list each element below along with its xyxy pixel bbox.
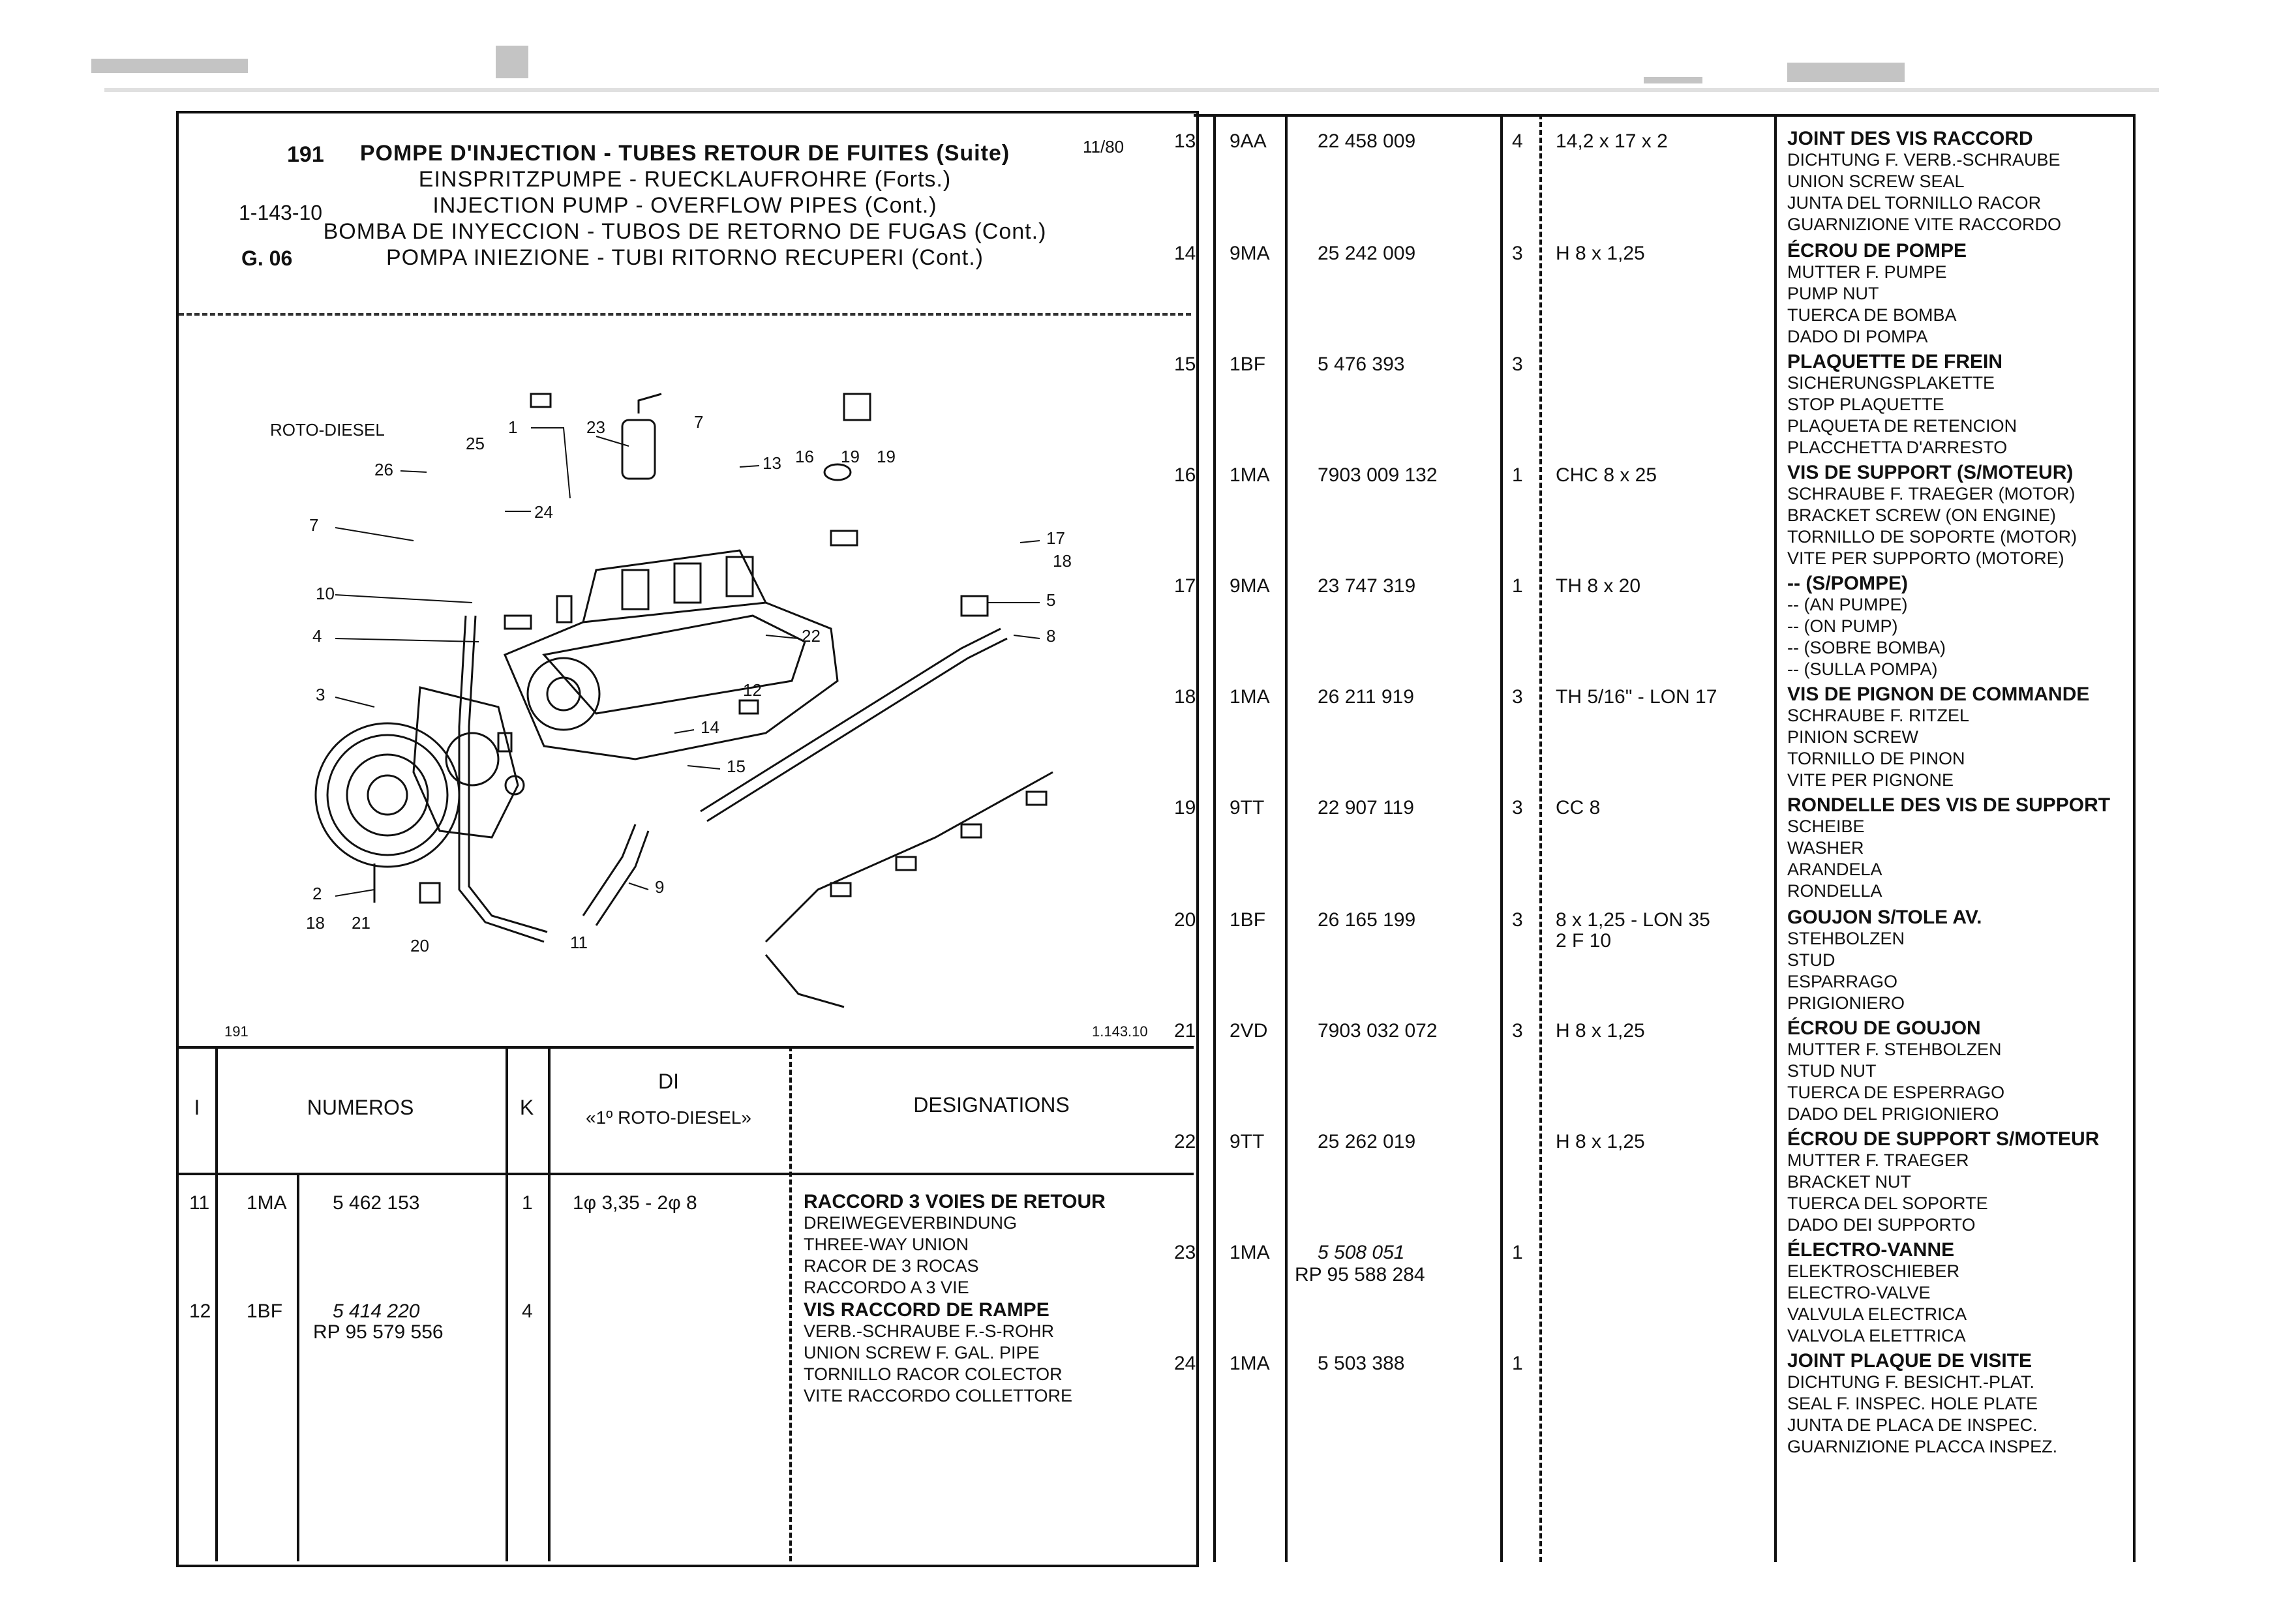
designation-translation: STOP PLAQUETTE — [1787, 395, 1944, 414]
scan-artifact — [496, 46, 528, 78]
designation-translation: ESPARRAGO — [1787, 972, 1898, 991]
designation-translation: ELEKTROSCHIEBER — [1787, 1261, 1960, 1281]
row-dim: 1φ 3,35 - 2φ 8 — [573, 1192, 697, 1214]
designation-translation: TUERCA DEL SOPORTE — [1787, 1194, 1988, 1213]
designation-translation: SICHERUNGSPLAKETTE — [1787, 373, 1995, 393]
page-header — [176, 111, 1194, 320]
title-it: POMPA INIEZIONE - TUBI RITORNO RECUPERI (Cont.) — [385, 245, 984, 270]
designation-translation: ELECTRO-VALVE — [1787, 1283, 1931, 1302]
row-index: 17 — [1174, 575, 1196, 597]
right-col-sep — [1500, 114, 1503, 1562]
row-qty: 1 — [522, 1192, 533, 1214]
callout-20: 20 — [410, 936, 429, 955]
row-designations — [1787, 128, 2061, 235]
row-index: 21 — [1174, 1020, 1196, 1042]
row-qty: 1 — [1512, 1353, 1523, 1374]
row-qty: 1 — [1512, 1242, 1523, 1263]
reference-code: 1-143-10 — [239, 201, 323, 224]
designation-translation: -- (AN PUMPE) — [1787, 595, 1908, 614]
col-sep — [215, 1046, 218, 1561]
row-index: 12 — [189, 1300, 211, 1322]
designation-translation: PRIGIONIERO — [1787, 993, 1905, 1013]
col-header-di: DI — [658, 1070, 679, 1093]
designation-translation: DADO DEL PRIGIONIERO — [1787, 1104, 1999, 1124]
row-number: 5 476 393 — [1318, 353, 1405, 375]
row-number: 25 262 019 — [1318, 1131, 1416, 1152]
right-col-sep — [1539, 114, 1542, 1562]
designation-title: GOUJON S/TOLE AV. — [1787, 907, 1982, 928]
callout-21: 21 — [352, 913, 370, 933]
row-designations — [1787, 794, 2110, 902]
col-header-numeros: NUMEROS — [307, 1096, 414, 1119]
callout-7b: 7 — [309, 515, 319, 535]
row-code: 9MA — [1230, 575, 1270, 597]
callout-25: 25 — [466, 434, 485, 453]
row-dim: CC 8 — [1556, 797, 1601, 819]
designation-translation: TUERCA DE BOMBA — [1787, 305, 1957, 325]
row-code: 2VD — [1230, 1020, 1268, 1042]
diagram-footer-right: 1.143.10 — [1092, 1023, 1148, 1040]
row-code: 9TT — [1230, 1131, 1265, 1152]
row-qty: 3 — [1512, 909, 1523, 931]
callout-3: 3 — [316, 685, 325, 704]
callout-7: 7 — [694, 412, 704, 432]
row-code: 9AA — [1230, 130, 1267, 152]
designation-translation: JUNTA DEL TORNILLO RACOR — [1787, 193, 2042, 213]
title-en: INJECTION PUMP - OVERFLOW PIPES (Cont.) — [432, 193, 937, 218]
callout-15: 15 — [727, 757, 746, 776]
row-qty: 3 — [1512, 797, 1523, 819]
callout-22: 22 — [802, 626, 821, 646]
row-qty: 1 — [1512, 464, 1523, 486]
designation-title: PLAQUETTE DE FREIN — [1787, 351, 2003, 372]
row-dim: TH 8 x 20 — [1556, 575, 1641, 597]
designation-translation: DICHTUNG F. BESICHT.-PLAT. — [1787, 1372, 2035, 1392]
callout-23: 23 — [586, 417, 605, 437]
row-number: 22 907 119 — [1318, 797, 1414, 819]
callout-12: 12 — [743, 680, 762, 700]
row-code: 1BF — [247, 1300, 283, 1322]
designation-translation: BRACKET SCREW (ON ENGINE) — [1787, 505, 2057, 525]
designation-title: ÉCROU DE GOUJON — [1787, 1017, 1981, 1039]
row-dim: H 8 x 1,25 — [1556, 243, 1645, 264]
col-header-designations: DESIGNATIONS — [913, 1093, 1070, 1117]
designation-translation: RONDELLA — [1787, 881, 1882, 901]
designation-title: JOINT PLAQUE DE VISITE — [1787, 1350, 2032, 1372]
designation-translation: SCHRAUBE F. TRAEGER (MOTOR) — [1787, 484, 2076, 503]
row-index: 11 — [189, 1192, 210, 1214]
row-code: 1BF — [1230, 353, 1266, 375]
row-number: 7903 032 072 — [1318, 1020, 1438, 1042]
row-qty: 3 — [1512, 1020, 1523, 1042]
designation-translation: VITE PER PIGNONE — [1787, 770, 1954, 790]
callout-9: 9 — [655, 877, 665, 897]
row-code: 9MA — [1230, 243, 1270, 264]
row-index: 19 — [1174, 797, 1196, 819]
row-code: 1MA — [1230, 464, 1270, 486]
designation-translation: PINION SCREW — [1787, 727, 1919, 747]
date-code: 11/80 — [1083, 137, 1125, 157]
scan-artifact — [1787, 63, 1905, 82]
row-index: 18 — [1174, 686, 1196, 708]
scan-artifact — [91, 59, 248, 73]
callout-19a: 19 — [841, 447, 860, 466]
designation-translation: VITE PER SUPPORTO (MOTORE) — [1787, 548, 2064, 568]
row-designations — [1787, 462, 2077, 569]
scan-artifact — [1644, 77, 1702, 83]
exploded-diagram — [179, 316, 1191, 1046]
row-dim: 8 x 1,25 - LON 35 — [1556, 909, 1710, 931]
row-dim: TH 5/16" - LON 17 — [1556, 686, 1717, 708]
right-col-sep — [1213, 114, 1216, 1562]
callout-24: 24 — [534, 502, 553, 522]
designation-translation: TORNILLO DE PINON — [1787, 749, 1965, 768]
designation-title: VIS DE SUPPORT (S/MOTEUR) — [1787, 462, 2074, 483]
designation-translation: MUTTER F. TRAEGER — [1787, 1150, 1969, 1170]
col-sep — [297, 1173, 299, 1561]
designation-translation: DADO DI POMPA — [1787, 327, 1928, 346]
title-de: EINSPRITZPUMPE - RUECKLAUFROHRE (Forts.) — [418, 167, 952, 192]
callout-18-top: 18 — [1053, 551, 1072, 571]
designation-translation: SCHEIBE — [1787, 817, 1865, 836]
title-fr: POMPE D'INJECTION - TUBES RETOUR DE FUITES (Suite) — [359, 141, 1010, 166]
row-number: 5 462 153 — [333, 1192, 420, 1214]
row-dim: CHC 8 x 25 — [1556, 464, 1657, 486]
row-designations — [1787, 1128, 2099, 1236]
designation-translation: JUNTA DE PLACA DE INSPEC. — [1787, 1415, 2038, 1435]
designation-translation: VALVOLA ELETTRICA — [1787, 1326, 1966, 1345]
designation-title: VIS DE PIGNON DE COMMANDE — [1787, 683, 2090, 705]
col-sep — [506, 1046, 508, 1561]
row-number-rp: RP 95 579 556 — [313, 1321, 444, 1343]
designation-translation: BRACKET NUT — [1787, 1172, 1912, 1192]
designation-translation: GUARNIZIONE VITE RACCORDO — [1787, 215, 2062, 234]
designation-translation: PLACCHETTA D'ARRESTO — [1787, 438, 2008, 457]
row-code: 1MA — [1230, 686, 1270, 708]
title-es: BOMBA DE INYECCION - TUBOS DE RETORNO DE FUGAS (Cont.) — [323, 219, 1047, 244]
designation-translation: VALVULA ELECTRICA — [1787, 1304, 1967, 1324]
designation-translation: GUARNIZIONE PLACCA INSPEZ. — [1787, 1437, 2058, 1456]
row-designations — [1787, 240, 1967, 348]
row-index: 22 — [1174, 1131, 1196, 1152]
row-number: 5 508 051 — [1318, 1242, 1405, 1263]
row-dim-2: 2 F 10 — [1556, 930, 1612, 952]
designation-title: ÉCROU DE SUPPORT S/MOTEUR — [1787, 1128, 2100, 1150]
callout-4: 4 — [312, 626, 322, 646]
col-header-k: K — [519, 1096, 534, 1119]
col-header-index: I — [194, 1096, 200, 1119]
row-designations — [1787, 1350, 2057, 1458]
callout-16: 16 — [795, 447, 814, 466]
callout-8: 8 — [1046, 626, 1056, 646]
row-designations: RACCORD 3 VOIES DE RETOUR DREIWEGEVERBINDUNG THREE-WAY UNION RACOR DE 3 ROCAS RACCORDO A 3 VIE — [804, 1191, 1106, 1297]
row-code: 1MA — [1230, 1242, 1270, 1263]
row-number: 5 503 388 — [1318, 1353, 1405, 1374]
designation-translation: PUMP NUT — [1787, 284, 1879, 303]
row-number: 26 165 199 — [1318, 909, 1416, 931]
row-index: 15 — [1174, 353, 1196, 375]
designation-translation: WASHER — [1787, 838, 1864, 858]
row-designations — [1787, 1239, 1967, 1347]
row-code: 1MA — [247, 1192, 287, 1214]
table-header-line — [179, 1173, 1194, 1175]
designation-translation: MUTTER F. PUMPE — [1787, 262, 1947, 282]
pulley-outer — [316, 723, 459, 867]
row-code: 1MA — [1230, 1353, 1270, 1374]
row-number: 25 242 009 — [1318, 243, 1416, 264]
callout-19b: 19 — [877, 447, 896, 466]
row-number: 26 211 919 — [1318, 686, 1414, 708]
row-index: 23 — [1174, 1242, 1196, 1263]
table-top-line — [179, 1046, 1194, 1049]
designation-translation: DICHTUNG F. VERB.-SCHRAUBE — [1787, 150, 2061, 170]
right-col-sep — [1774, 114, 1777, 1562]
designation-translation: -- (SULLA POMPA) — [1787, 659, 1938, 679]
callout-1: 1 — [508, 417, 518, 437]
page-number: 191 — [287, 142, 324, 167]
designation-translation: STUD NUT — [1787, 1061, 1877, 1081]
callout-5: 5 — [1046, 590, 1056, 610]
col-sep — [789, 1046, 792, 1561]
designation-translation: STEHBOLZEN — [1787, 929, 1905, 948]
row-designations: VIS RACCORD DE RAMPE VERB.-SCHRAUBE F.-S-ROHR UNION SCREW F. GAL. PIPE TORNILLO RACOR COLECTOR VITE RACCORDO COLLETTORE — [804, 1299, 1073, 1405]
designation-title: ÉCROU DE POMPE — [1787, 240, 1967, 262]
right-top-line — [1194, 114, 2136, 117]
row-qty: 1 — [1512, 575, 1523, 597]
row-index: 13 — [1174, 130, 1196, 152]
designation-title: ÉLECTRO-VANNE — [1787, 1239, 1955, 1261]
callout-17: 17 — [1046, 528, 1065, 548]
callout-13: 13 — [763, 453, 781, 473]
row-index: 24 — [1174, 1353, 1196, 1374]
callout-26: 26 — [374, 460, 393, 479]
row-number: 5 414 220 — [333, 1300, 420, 1322]
callout-10: 10 — [316, 584, 335, 603]
row-index: 16 — [1174, 464, 1196, 486]
designation-translation: MUTTER F. STEHBOLZEN — [1787, 1040, 2002, 1059]
designation-translation: ARANDELA — [1787, 860, 1882, 879]
row-number: 22 458 009 — [1318, 130, 1416, 152]
designation-translation: -- (ON PUMP) — [1787, 616, 1898, 636]
designation-title: -- (S/POMPE) — [1787, 573, 1908, 594]
row-code: 1BF — [1230, 909, 1266, 931]
designation-translation: TUERCA DE ESPERRAGO — [1787, 1083, 2005, 1102]
row-qty: 3 — [1512, 686, 1523, 708]
row-designations — [1787, 351, 2017, 458]
right-col-sep — [1285, 114, 1288, 1562]
row-number-rp: RP 95 588 284 — [1295, 1264, 1425, 1285]
callout-11: 11 — [570, 933, 588, 952]
designation-translation: SEAL F. INSPEC. HOLE PLATE — [1787, 1394, 2038, 1413]
designation-title: RONDELLE DES VIS DE SUPPORT — [1787, 794, 2111, 816]
designation-translation: DADO DEI SUPPORTO — [1787, 1215, 1976, 1235]
svg-text:ROTO-DIESEL: ROTO-DIESEL — [270, 420, 385, 440]
row-code: 9TT — [1230, 797, 1265, 819]
designation-translation: STUD — [1787, 950, 1835, 970]
row-dim: H 8 x 1,25 — [1556, 1131, 1645, 1152]
row-qty: 3 — [1512, 353, 1523, 375]
designation-translation: SCHRAUBE F. RITZEL — [1787, 706, 1970, 725]
row-number: 23 747 319 — [1318, 575, 1416, 597]
row-dim: 14,2 x 17 x 2 — [1556, 130, 1668, 152]
pump-illustration — [179, 316, 1191, 1046]
designation-translation: TORNILLO DE SOPORTE (MOTOR) — [1787, 527, 2077, 547]
row-designations — [1787, 683, 2089, 791]
designation-translation: -- (SOBRE BOMBA) — [1787, 638, 1946, 657]
row-index: 14 — [1174, 243, 1196, 264]
designation-title: JOINT DES VIS RACCORD — [1787, 128, 2033, 149]
designation-translation: UNION SCREW SEAL — [1787, 172, 1965, 191]
callout-18: 18 — [306, 913, 325, 933]
diagram-footer-left: 191 — [224, 1023, 249, 1040]
row-dim: H 8 x 1,25 — [1556, 1020, 1645, 1042]
callout-labels — [270, 412, 1072, 955]
row-qty: 4 — [1512, 130, 1523, 152]
designation-translation: PLAQUETA DE RETENCION — [1787, 416, 2017, 436]
row-designations — [1787, 907, 1982, 1014]
row-index: 20 — [1174, 909, 1196, 931]
callout-2: 2 — [312, 884, 322, 903]
row-qty: 3 — [1512, 243, 1523, 264]
group-code: G. 06 — [241, 247, 293, 270]
scan-artifact — [104, 88, 2159, 92]
row-designations — [1787, 1017, 2004, 1125]
row-number: 7903 009 132 — [1318, 464, 1438, 486]
callout-14: 14 — [701, 717, 719, 737]
col-header-roto: «1º ROTO-DIESEL» — [585, 1107, 752, 1128]
row-qty: 4 — [522, 1300, 533, 1322]
row-designations — [1787, 573, 1946, 680]
